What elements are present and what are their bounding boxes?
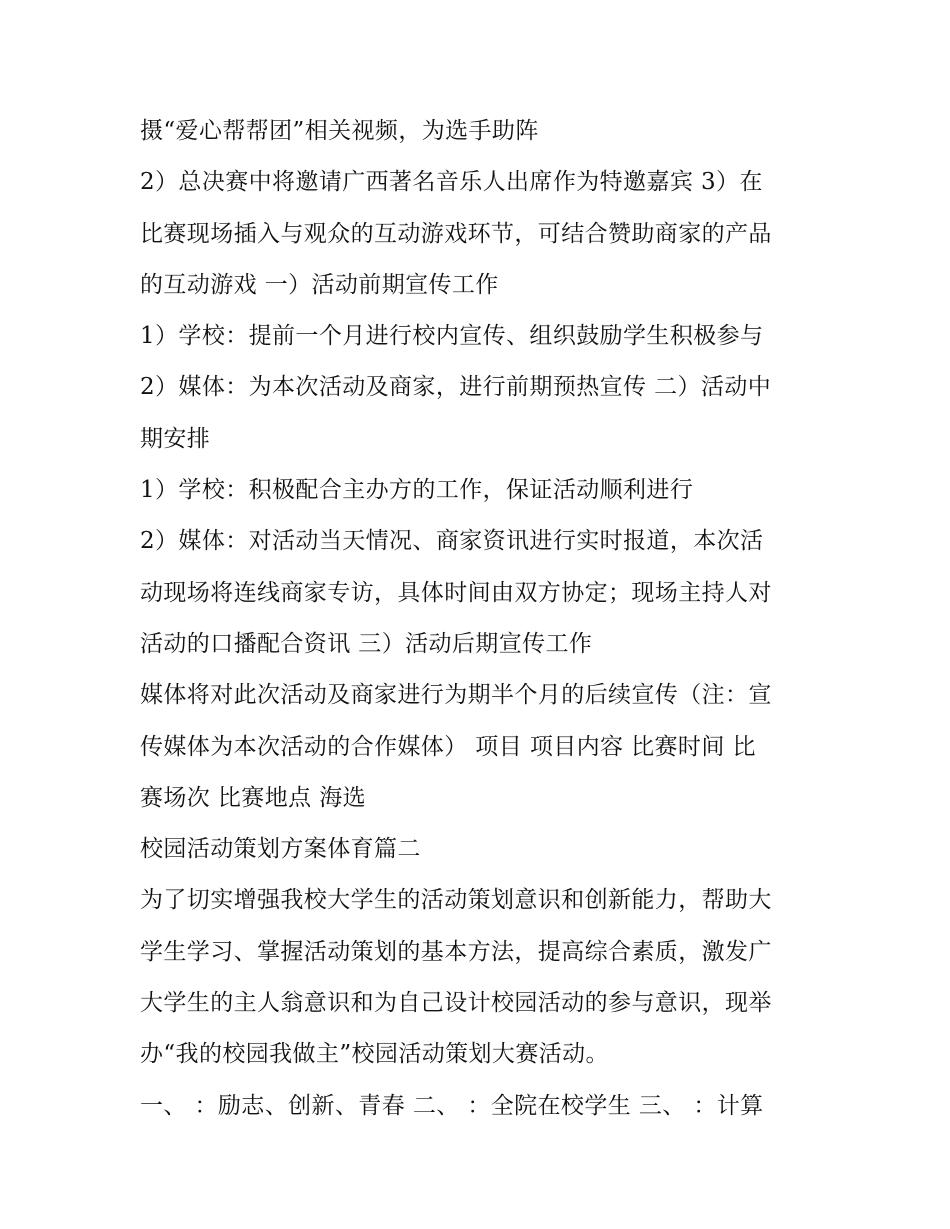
document-body (140, 106, 830, 1132)
text-line: 2）总决赛中将邀请广西著名音乐人出席作为特邀嘉宾 3）在 (140, 169, 763, 196)
text-line: 为了切实增强我校大学生的活动策划意识和创新能力，帮助大 (140, 887, 772, 914)
text-line: 一、 ：励志、创新、青春 二、 ：全院在校学生 三、 ：计算 (140, 1092, 764, 1119)
text-line: 赛场次 比赛地点 海选 (140, 784, 367, 811)
text-line: 大学生的主人翁意识和为自己设计校园活动的参与意识，现举 (140, 990, 772, 1017)
section-heading: 校园活动策划方案体育篇二 (140, 836, 421, 863)
text-line: 传媒体为本次活动的合作媒体） 项目 项目内容 比赛时间 比 (140, 733, 756, 760)
text-line: 1）学校：积极配合主办方的工作，保证活动顺利进行 (140, 477, 694, 504)
text-line: 学生学习、掌握活动策划的基本方法，提高综合素质，激发广 (140, 938, 772, 965)
text-line: 媒体将对此次活动及商家进行为期半个月的后续宣传（注：宣 (140, 682, 772, 709)
text-line: 期安排 (140, 425, 211, 452)
text-line: 动现场将连线商家专访，具体时间由双方协定；现场主持人对 (140, 579, 772, 606)
text-line: 的互动游戏 一）活动前期宣传工作 (140, 271, 499, 298)
text-line: 2）媒体：为本次活动及商家，进行前期预热宣传 二）活动中 (140, 374, 772, 401)
text-line: 1）学校：提前一个月进行校内宣传、组织鼓励学生积极参与 (140, 323, 764, 350)
text-line: 摄“爱心帮帮团”相关视频，为选手助阵 (140, 118, 539, 144)
text-line: 2）媒体：对活动当天情况、商家资讯进行实时报道，本次活 (140, 528, 764, 555)
text-line: 活动的口播配合资讯 三）活动后期宣传工作 (140, 630, 593, 657)
text-line: 办“我的校园我做主”校园活动策划大赛活动。 (140, 1041, 609, 1068)
text-line: 比赛现场插入与观众的互动游戏环节，可结合赞助商家的产品 (140, 220, 772, 247)
